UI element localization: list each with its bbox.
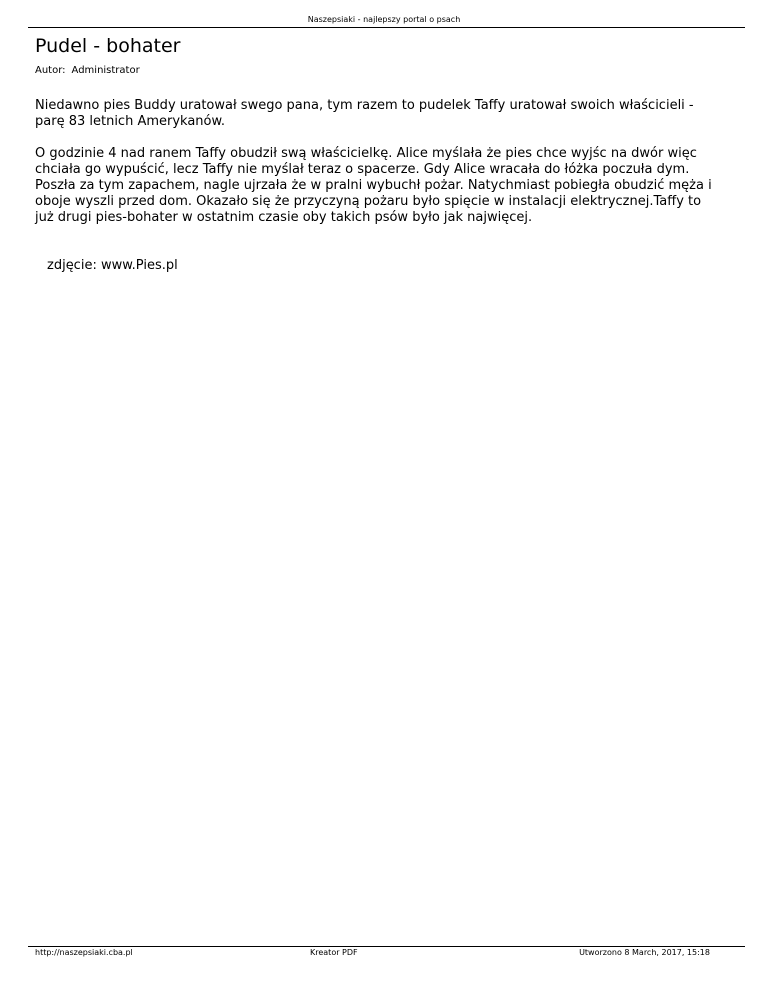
page-header: Naszepsiaki - najlepszy portal o psach — [307, 15, 461, 24]
article-body — [35, 98, 715, 242]
paragraph-intro: Niedawno pies Buddy uratował swego pana, tym razem to pudelek Taffy uratował swoich właścicieli - parę 83 letnich Amerykanów. — [35, 98, 694, 129]
article-title: Pudel - bohater — [35, 35, 181, 57]
author-line — [35, 65, 140, 77]
footer-created-date: Utworzono 8 March, 2017, 15:18 — [579, 948, 710, 957]
photo-caption: zdjęcie: www.Pies.pl — [47, 258, 178, 273]
footer-url: http://naszepsiaki.cba.pl — [35, 948, 133, 957]
page-footer — [35, 948, 710, 960]
header-divider — [28, 27, 745, 28]
author-name: Administrator — [71, 65, 140, 76]
author-label: Autor: — [35, 65, 66, 76]
footer-divider — [28, 946, 745, 947]
paragraph-story: O godzinie 4 nad ranem Taffy obudził swą właścicielkę. Alice myślała że pies chce wyjśc na dwór więc chciała go wypuścić, lecz Taffy nie myślał teraz o spacerze. Gdy Alice wracała do łóżka poczuła dym. Poszła za tym zapachem, nagle ujrzała że w pralni wybuchł pożar. Natychmiast pobiegła obudzić męża i oboje wyszli przed dom. Okazało się że przyczyną pożaru było spięcie w instalacji elektrycznej.Taffy to już drugi pies-bohater w ostatnim czasie oby takich psów było jak najwięcej. — [35, 146, 712, 225]
footer-generator: Kreator PDF — [310, 948, 358, 957]
